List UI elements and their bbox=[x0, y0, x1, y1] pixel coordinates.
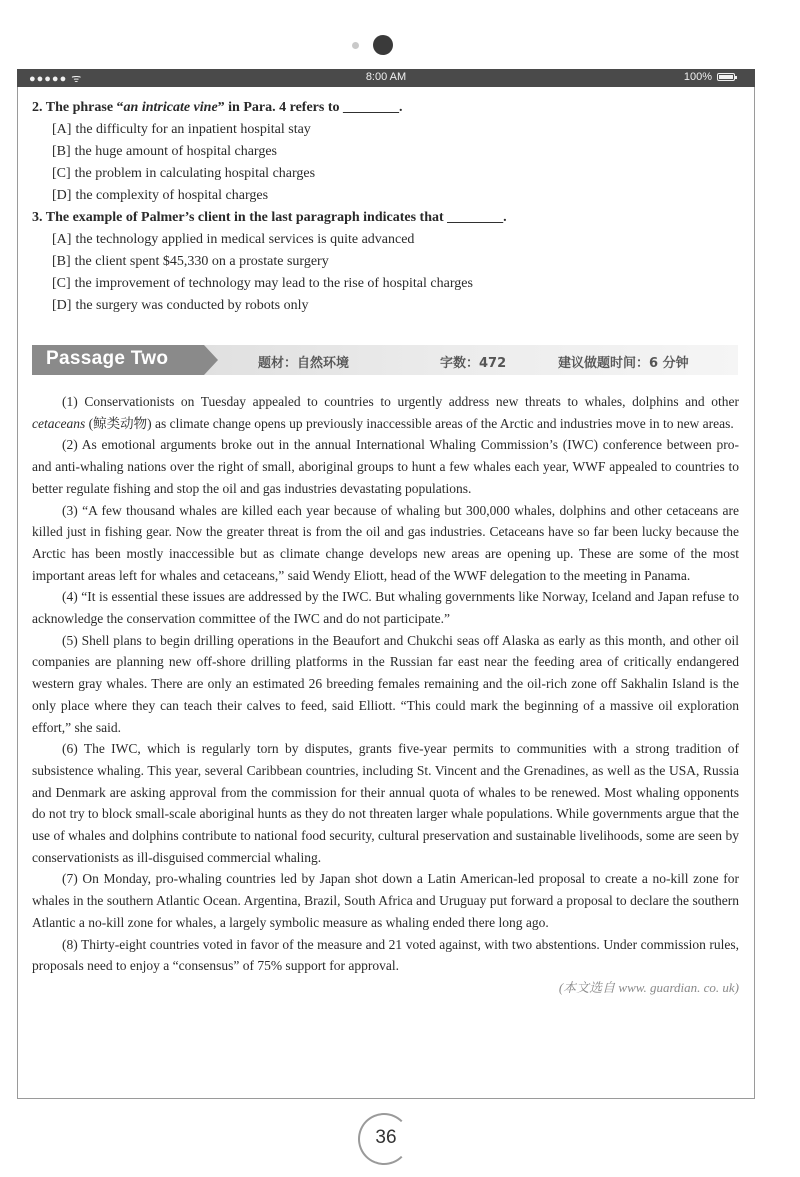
answer-option[interactable] bbox=[32, 251, 740, 273]
question-text: The example of Palmer’s client in the last paragraph indicates that ________. bbox=[45, 210, 507, 225]
passage-word-count: 字数：472 bbox=[440, 356, 507, 371]
status-bar bbox=[17, 69, 755, 87]
answer-option[interactable] bbox=[32, 185, 740, 207]
answer-option[interactable] bbox=[32, 229, 740, 251]
answer-option[interactable] bbox=[32, 295, 740, 317]
option-text: the surgery was conducted by robots only bbox=[75, 298, 309, 313]
question-text: The phrase “ bbox=[45, 100, 124, 115]
option-letter: [B] bbox=[52, 144, 71, 159]
question-number: 3. bbox=[32, 210, 43, 225]
option-text: the technology applied in medical services is quite advanced bbox=[75, 232, 415, 247]
question-text: ” in Para. 4 refers to ________. bbox=[217, 100, 403, 115]
option-text: the client spent $45,330 on a prostate surgery bbox=[74, 254, 329, 269]
answer-option[interactable] bbox=[32, 119, 740, 141]
question-emphasis: an intricate vine bbox=[123, 100, 218, 115]
passage-paragraph: (8) Thirty-eight countries voted in favor of the measure and 21 voted against, with two abstentions. Under commission rules, proposals need to enjoy a “consensus” of 75% support for approval. bbox=[32, 936, 739, 974]
page-number-badge bbox=[358, 1113, 414, 1169]
passage-paragraph: (5) Shell plans to begin drilling operations in the Beaufort and Chukchi seas off Alaska as early as this month, and other oil companies are planning new off-shore drilling platforms in the Russian far east near the feeding area of critically endangered western gray whales. There are only an estimated 26 breeding females remaining and the oil-rich zone off Sakhalin Island is the only place where they can teach their calves to feed, said Elliott. “This could mark the beginning of a massive oil exploration effort,” she said. bbox=[32, 632, 739, 735]
option-letter: [C] bbox=[52, 166, 71, 181]
option-text: the improvement of technology may lead to the rise of hospital charges bbox=[74, 276, 473, 291]
battery-icon bbox=[717, 73, 735, 81]
option-letter: [A] bbox=[52, 122, 72, 137]
option-text: the difficulty for an inpatient hospital stay bbox=[75, 122, 311, 137]
passage-paragraph: (4) “It is essential these issues are addressed by the IWC. But whaling governments like Norway, Iceland and Japan refuse to acknowledge the conservation committee of the IWC and do not participate.” bbox=[32, 589, 739, 627]
passage-body bbox=[32, 391, 739, 999]
option-text: the complexity of hospital charges bbox=[75, 188, 269, 203]
option-letter: [A] bbox=[52, 232, 72, 247]
answer-option[interactable] bbox=[32, 273, 740, 295]
passage-paragraph: (6) The IWC, which is regularly torn by disputes, grants five-year permits to communities with a strong tradition of subsistence whaling. This year, several Caribbean countries, including St. Vincent and the Grenadines, as well as the USA, Russia and Denmark are asking approval from the commission for their annual quota of whales to be renewed. Most whaling opponents do not try to block small-scale aboriginal hunts as they do not threaten larger whale populations. While governments argue that the use of whales and dolphins contribute to national food security, cultural preservation and sustainable livelihoods, some are seen by conservationists as ill-disguised commercial whaling. bbox=[32, 741, 739, 865]
option-letter: [B] bbox=[52, 254, 71, 269]
passage-paragraph: (1) Conservationists on Tuesday appealed to countries to urgently address new threats to whales, dolphins and other cetaceans (鲸类动物) as climate change opens up previously inaccessible areas of the Arctic and industries move in to new areas. bbox=[32, 394, 739, 431]
status-time: 8:00 AM bbox=[365, 71, 407, 83]
passage-paragraph: (2) As emotional arguments broke out in the annual International Whaling Commission’s (IWC) conference between pro- and anti-whaling nations over the right of small, aboriginal groups to hunt a few whales each year, WWF appealed to countries to better regulate fishing and stop the oil and gas industries devastating populations. bbox=[32, 437, 739, 496]
passage-paragraph: (3) “A few thousand whales are killed each year because of whaling but 300,000 whales, dolphins and other cetaceans are killed just in fishing gear. Now the greater threat is from the oil and gas industries. Cetaceans have so far been lucky because the Arctic has been mostly inaccessible but as climate change develops new areas are opening up. These are some of the most important areas left for whales and cetaceans,” said Wendy Eliott, head of the WWF delegation to the meeting in Panama. bbox=[32, 502, 739, 583]
page-number: 36 bbox=[375, 1127, 397, 1148]
passage-paragraph: (7) On Monday, pro-whaling countries led by Japan shot down a Latin American-led proposal to create a no-kill zone for whales in the southern Atlantic Ocean. Argentina, Brazil, South Africa and Uruguay put forward a proposal to declare the southern Atlantic a no-kill zone for whales, a largely symbolic measure as whaling ended there long ago. bbox=[32, 871, 739, 930]
passage-topic: 题材：自然环境 bbox=[258, 356, 350, 371]
option-letter: [C] bbox=[52, 276, 71, 291]
passage-header bbox=[32, 345, 738, 375]
option-letter: [D] bbox=[52, 298, 72, 313]
passage-title: Passage Two bbox=[46, 348, 169, 369]
question-number: 2. bbox=[32, 100, 43, 115]
passage-source: (本文选自 www. guardian. co. uk) bbox=[558, 979, 739, 995]
battery-percent: 100% bbox=[683, 71, 712, 83]
answer-option[interactable] bbox=[32, 163, 740, 185]
question-stem bbox=[32, 97, 740, 119]
answer-option[interactable] bbox=[32, 141, 740, 163]
device-camera bbox=[0, 35, 800, 55]
battery-status bbox=[684, 71, 735, 83]
option-text: the huge amount of hospital charges bbox=[74, 144, 277, 159]
option-text: the problem in calculating hospital charges bbox=[74, 166, 316, 181]
camera-lens bbox=[373, 35, 393, 55]
sensor-dot bbox=[352, 42, 359, 49]
option-letter: [D] bbox=[52, 188, 72, 203]
question-stem bbox=[32, 207, 740, 229]
signal-wifi-icon: ●●●●● ᯤ bbox=[29, 73, 83, 85]
questions-section bbox=[32, 97, 740, 317]
passage-suggested-time: 建议做题时间：6 分钟 bbox=[558, 356, 689, 371]
